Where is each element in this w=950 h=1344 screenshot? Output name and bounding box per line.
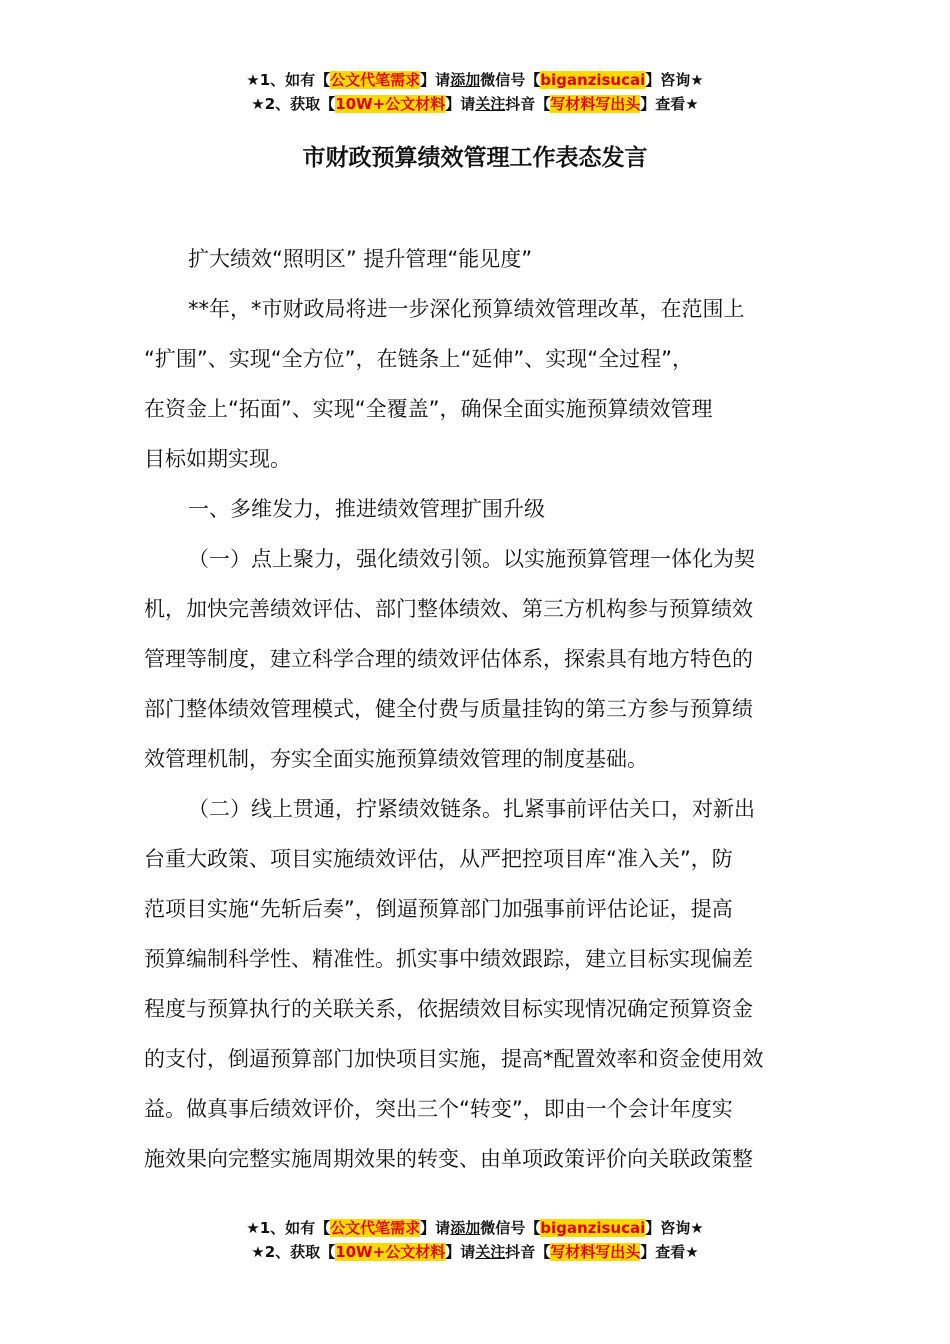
paragraph-line: 预算编制科学性、精准性。抓实事中绩效跟踪，建立目标实现偏差 <box>144 947 753 971</box>
footer-line-1-text: 】请 <box>420 1219 451 1237</box>
section-subtitle: 扩大绩效“照明区” 提升管理“能见度” <box>188 247 533 271</box>
footer-banner <box>0 1216 950 1264</box>
paragraph-line: **年，*市财政局将进一步深化预算绩效管理改革，在范围上 <box>188 297 745 321</box>
header-line-2-text: 】请 <box>445 95 476 113</box>
highlight-materials: 10W+公文材料 <box>335 1243 446 1261</box>
footer-line-2-text: 】查看★ <box>640 1243 699 1261</box>
paragraph-line: 效管理机制，夯实全面实施预算绩效管理的制度基础。 <box>144 747 648 771</box>
footer-line-1-text: 微信号【 <box>480 1219 541 1237</box>
highlight-douyin-account: 写材料写出头 <box>550 1243 641 1261</box>
highlight-materials: 10W+公文材料 <box>335 95 446 113</box>
highlight-service: 公文代笔需求 <box>330 71 421 89</box>
footer-line-2 <box>0 1240 950 1264</box>
header-line-2-text: ★2、获取【 <box>251 95 336 113</box>
highlight-wechat-id: biganzisucai <box>540 1219 646 1237</box>
paragraph-line: 在资金上“拓面”、实现“全覆盖”，确保全面实施预算绩效管理 <box>144 397 713 421</box>
header-line-1 <box>0 68 950 92</box>
footer-line-2-text: 抖音【 <box>505 1243 551 1261</box>
paragraph-line: 目标如期实现。 <box>144 447 291 471</box>
document-body <box>144 234 829 1184</box>
paragraph-line: 的支付，倒逼预算部门加快项目实施，提高*配置效率和资金使用效 <box>144 1047 764 1071</box>
footer-line-1-text: ★1、如有【 <box>246 1219 331 1237</box>
paragraph-line: 台重大政策、项目实施绩效评估，从严把控项目库“准入关”，防 <box>144 847 733 871</box>
section-heading: 一、多维发力，推进绩效管理扩围升级 <box>188 497 545 521</box>
header-line-2-text: 抖音【 <box>505 95 551 113</box>
paragraph-line: （二）线上贯通，拧紧绩效链条。扎紧事前评估关口，对新出 <box>188 797 755 821</box>
highlight-service: 公文代笔需求 <box>330 1219 421 1237</box>
underlined-word: 添加 <box>450 1219 481 1237</box>
underlined-word: 关注 <box>475 95 506 113</box>
header-line-1-text: 微信号【 <box>480 71 541 89</box>
paragraph-line: “扩围”、实现“全方位”，在链条上“延伸”、实现“全过程”， <box>144 347 694 371</box>
document-title: 市财政预算绩效管理工作表态发言 <box>302 145 648 171</box>
underlined-word: 添加 <box>450 71 481 89</box>
paragraph-line: （一）点上聚力，强化绩效引领。以实施预算管理一体化为契 <box>188 547 755 571</box>
paragraph-line: 范项目实施“先斩后奏”，倒逼预算部门加强事前评估论证，提高 <box>144 897 733 921</box>
footer-line-1-text: 】咨询★ <box>645 1219 704 1237</box>
header-line-1-text: 】咨询★ <box>645 71 704 89</box>
paragraph-line: 程度与预算执行的关联关系，依据绩效目标实现情况确定预算资金 <box>144 997 753 1021</box>
footer-line-2-text: ★2、获取【 <box>251 1243 336 1261</box>
paragraph-line: 管理等制度，建立科学合理的绩效评估体系，探索具有地方特色的 <box>144 647 753 671</box>
header-line-1-text: ★1、如有【 <box>246 71 331 89</box>
paragraph-line: 施效果向完整实施周期效果的转变、由单项政策评价向关联政策整 <box>144 1147 753 1171</box>
highlight-douyin-account: 写材料写出头 <box>550 95 641 113</box>
footer-line-1 <box>0 1216 950 1240</box>
paragraph-line: 机，加快完善绩效评估、部门整体绩效、第三方机构参与预算绩效 <box>144 597 753 621</box>
header-line-2 <box>0 92 950 116</box>
paragraph-line: 益。做真事后绩效评价，突出三个“转变”，即由一个会计年度实 <box>144 1097 733 1121</box>
header-line-2-text: 】查看★ <box>640 95 699 113</box>
header-banner <box>0 68 950 116</box>
highlight-wechat-id: biganzisucai <box>540 71 646 89</box>
header-line-1-text: 】请 <box>420 71 451 89</box>
footer-line-2-text: 】请 <box>445 1243 476 1261</box>
underlined-word: 关注 <box>475 1243 506 1261</box>
paragraph-line: 部门整体绩效管理模式，健全付费与质量挂钩的第三方参与预算绩 <box>144 697 753 721</box>
